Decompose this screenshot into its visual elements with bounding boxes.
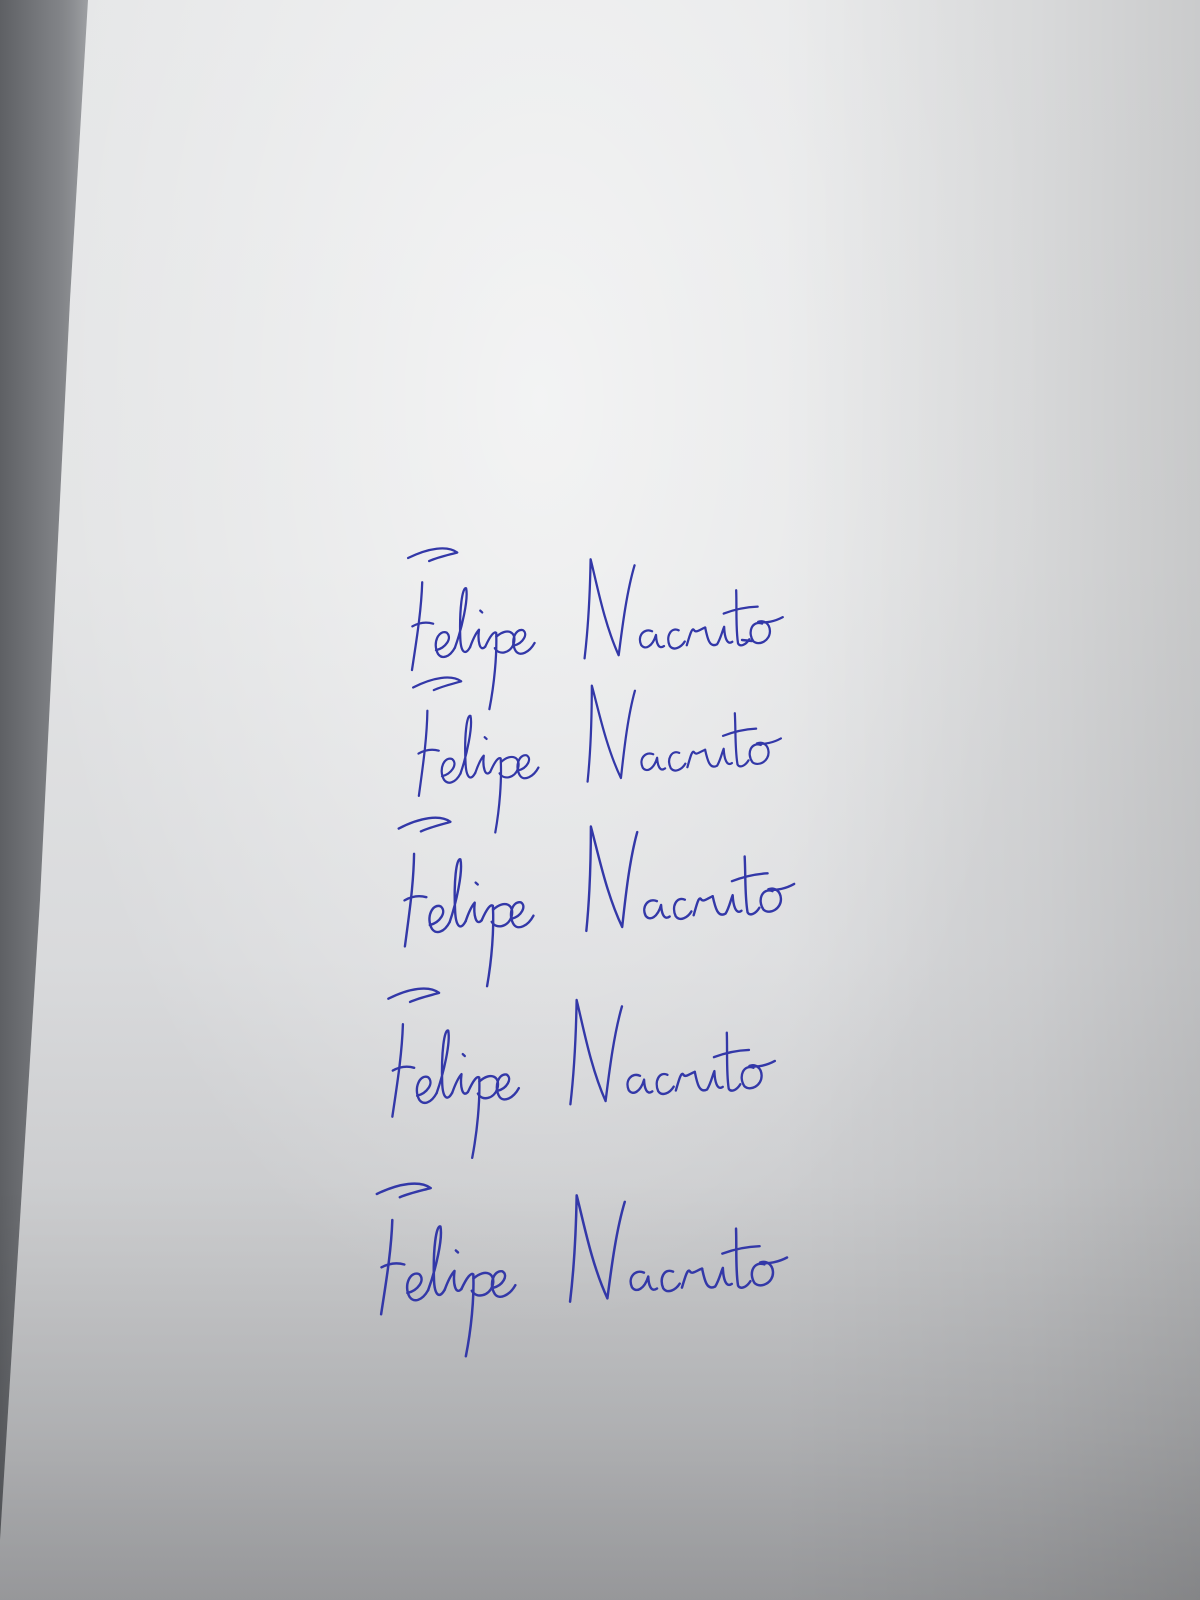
signature-line-4 <box>388 976 778 1161</box>
signature-line-2 <box>413 660 785 836</box>
signature-line-1 <box>408 537 786 712</box>
stray-ink-mark <box>742 640 752 641</box>
signature-line-3 <box>398 799 798 990</box>
signature-line-5 <box>376 1171 790 1359</box>
